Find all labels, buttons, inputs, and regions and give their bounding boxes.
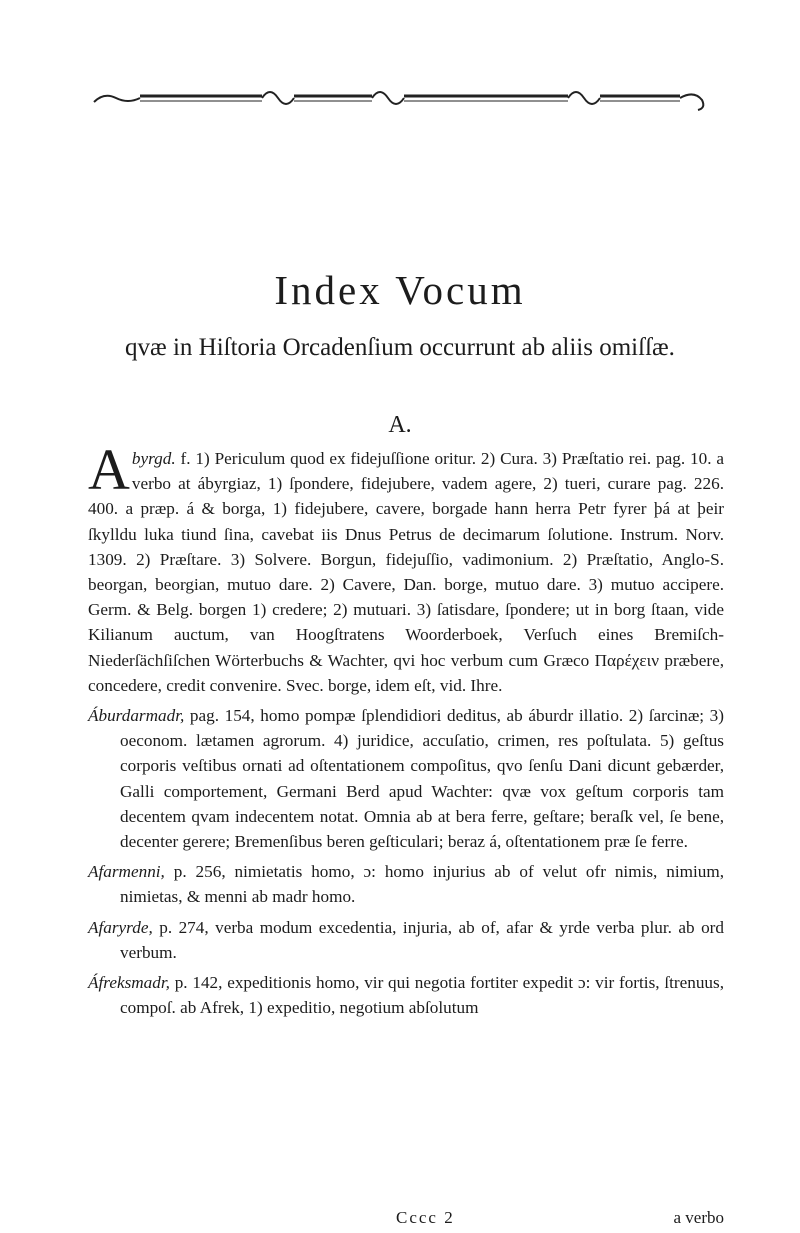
entry-headword: Afarmenni, (88, 862, 165, 882)
entry-text: p. 142, expeditionis homo, vir qui negotia fortiter expedit ɔ: vir fortis, ſtrenuus, compoſ. ab Afrek, 1) expeditio, negotium abſolutum (120, 973, 724, 1018)
page-footer (88, 1208, 724, 1232)
index-entry (88, 437, 724, 698)
index-entry (88, 915, 724, 965)
drop-capital: A (88, 437, 130, 502)
index-entry (88, 703, 724, 854)
entry-headword: Áfreksmadr, (88, 973, 170, 993)
entry-text: p. 256, nimietatis homo, ɔ: homo injurius ab of velut ofr nimis, nimium, nimietas, & menni ab madr homo. (120, 862, 724, 907)
index-entry (88, 859, 724, 909)
decorative-border-ornament (90, 84, 712, 114)
page-subtitle: qvæ in Hiſtoria Orcadenſium occurrunt ab aliis omiſſæ. (125, 334, 675, 361)
page-title: Index Vocum (274, 267, 526, 313)
entry-text: pag. 154, homo pompæ ſplendidiori deditus, ab áburdr illatio. 2) ſarcinæ; 3) oeconom. lætamen agrorum. 4) juridice, accuſatio, crimen, res poſtulata. 5) geſtus corporis veſtibus ornati ad oſtentationem compoſitus, qvo ſenſu Dani dicunt gebærder, Galli comportement, Germani Berd apud Wachter: qvæ vox geſtum corporis tam decentem qvam indecentem notat. Omnia ab at bera ferre, geſtare; beraſk vel, ſe bene, decenter gerere; Bremenſibus beren geſticulari; beraz á, oſtentationem præ ſe ferre. (120, 706, 724, 852)
entry-headword: byrgd. (131, 449, 176, 468)
entry-headword: Áburdarmadr, (88, 706, 185, 726)
entry-headword: Afaryrde, (88, 917, 153, 937)
index-entry (88, 970, 724, 1020)
catchword: a verbo (673, 1208, 724, 1227)
section-letter: A. (388, 412, 412, 438)
entry-text: p. 274, verba modum excedentia, injuria, ab of, afar & yrde verba plur. ab ord verbum. (120, 917, 724, 962)
signature-mark: Cccc 2 (396, 1208, 455, 1227)
entry-text: f. 1) Periculum quod ex fidejuſſione oritur. 2) Cura. 3) Præſtatio rei. pag. 10. a verbo at ábyrgiaz, 1) ſpondere, fidejubere, vadem agere, 2) tueri, curare pag. 226. 400. a præp. á & borga, 1) fidejubere, cavere, borgade hann herra Petr fyrer þá at þeir ſkylldu luka tiund ſina, cavebat iis Dnus Petrus de decimarum ſolutione. Instrum. Norv. 1309. 2) Præſtare. 3) Solvere. Borgun, fidejuſſio, vadimonium. 2) Præſtatio, Anglo-S. beorgan, beorgian, mutuo dare. 2) Cavere, Dan. borge, mutuo dare. 3) mutuo accipere. Germ. & Belg. borgen 1) credere; 2) mutuari. 3) ſatisdare, ſpondere; ut in borg ſtaan, vide Kilianum auctum, van Hoogſtratens Woorderboek, Verſuch eines Bremiſch-Niederſächſiſchen Wörterbuchs & Wachter, qvi hoc verbum cum Græco Παρέχειν præbere, concedere, credit convenire. Svec. borge, idem eſt, vid. Ihre. (88, 449, 724, 695)
index-entries (88, 437, 724, 1025)
